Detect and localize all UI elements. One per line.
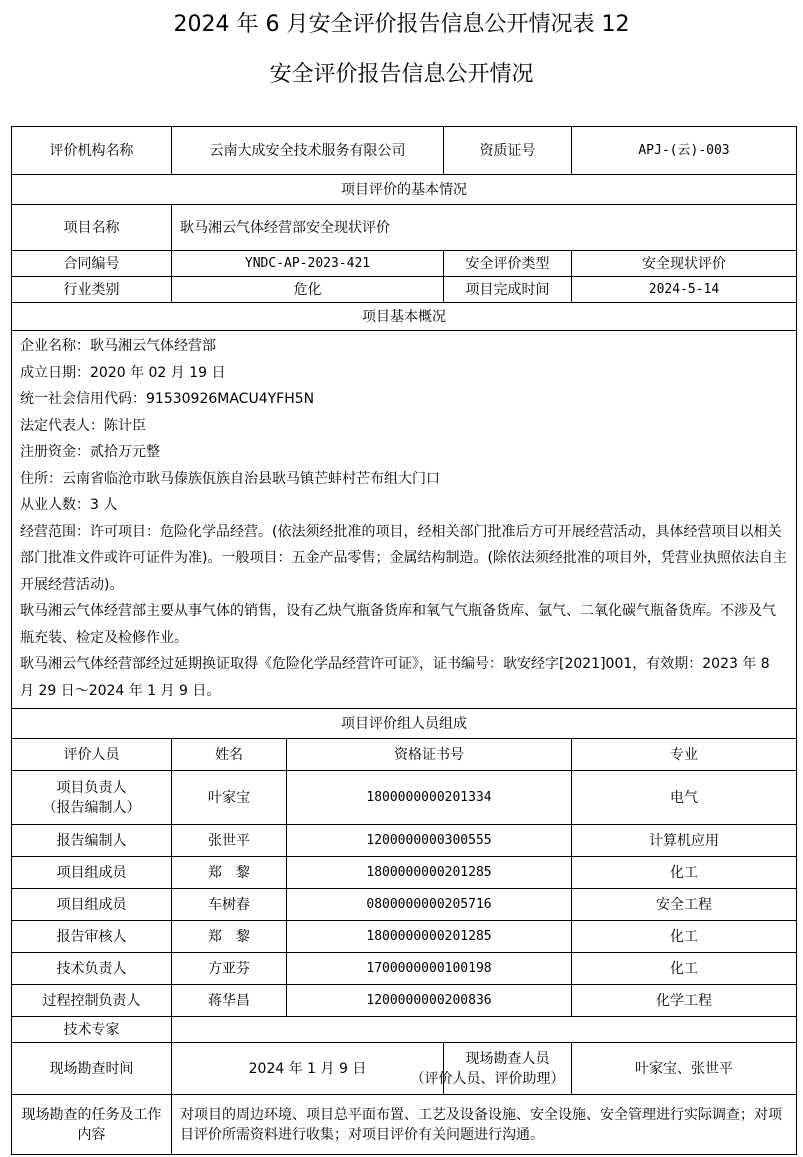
role-cell: 报告审核人 [12,921,172,953]
team-heading: 项目评价组人员组成 [12,709,797,739]
contract-value: YNDC-AP-2023-421 [172,251,444,277]
cert-cell: 1800000000201334 [287,771,572,825]
finish-value: 2024-5-14 [572,277,797,303]
role-cell [12,771,172,825]
cert-value: APJ-(云)-003 [572,127,797,175]
name-cell: 叶家宝 [172,771,287,825]
page-title: 2024 年 6 月安全评价报告信息公开情况表 12 [173,12,630,37]
team-header-row [12,739,797,771]
role-subtext: （报告编制人） [42,799,141,816]
survey-staff-label-line2: （评价人员、评价助理） [410,1070,565,1087]
industry-label: 行业类别 [12,277,172,303]
overview-heading: 项目基本概况 [12,303,797,331]
contract-label: 合同编号 [12,251,172,277]
name-cell: 蒋华昌 [172,985,287,1017]
overview-line: 经营范围：许可项目：危险化学品经营。(依法须经批准的项目，经相关部门批准后方可开展经营活动，具体经营项目以相关部门批准文件或许可证件为准)。一般项目：五金产品零售；金属结构制造。(除依法须经批准的项目外，凭营业执照依法自主开展经营活动)。 [20,523,787,593]
basic-heading: 项目评价的基本情况 [12,175,797,205]
col-header-name: 姓名 [172,739,287,771]
overview-line: 注册资金：贰拾万元整 [20,444,160,460]
overview-line: 耿马湘云气体经营部主要从事气体的销售，设有乙炔气瓶备货库和氧气气瓶备货库、氩气、二氧化碳气瓶备货库。不涉及气瓶充装、检定及检修作业。 [20,603,776,646]
name-cell: 张世平 [172,825,287,857]
project-name: 耿马湘云气体经营部安全现状评价 [172,205,797,251]
major-cell: 安全工程 [572,889,797,921]
role-cell: 技术负责人 [12,953,172,985]
col-header-cert: 资格证书号 [287,739,572,771]
survey-time-value: 2024 年 1 月 9 日 [172,1043,444,1095]
role-cell: 过程控制负责人 [12,985,172,1017]
cert-cell: 1800000000201285 [287,857,572,889]
overview-line: 成立日期：2020 年 02 月 19 日 [20,364,226,381]
cert-cell: 0800000000205716 [287,889,572,921]
cert-cell: 1800000000201285 [287,921,572,953]
overview-line: 企业名称：耿马湘云气体经营部 [20,338,216,354]
eval-type-value: 安全现状评价 [572,251,797,277]
name-cell: 郑 黎 [172,857,287,889]
table-row [12,953,797,985]
expert-row [12,1017,797,1043]
table-row [12,857,797,889]
major-cell: 电气 [572,771,797,825]
finish-label: 项目完成时间 [444,277,572,303]
role-cell: 项目组成员 [12,889,172,921]
major-cell: 化工 [572,953,797,985]
survey-row [12,1043,797,1095]
cert-cell: 1700000000100198 [287,953,572,985]
org-value: 云南大成安全技术服务有限公司 [172,127,444,175]
cert-cell: 1200000000300555 [287,825,572,857]
task-value: 对项目的周边环境、项目总平面布置、工艺及设备设施、安全设施、安全管理进行实际调查；对项目评价所需资料进行收集；对项目评价有关问题进行沟通。 [172,1095,797,1155]
disclosure-table [11,126,797,1155]
col-header-major: 专业 [572,739,797,771]
org-row [12,127,797,175]
name-cell: 车树春 [172,889,287,921]
survey-staff-value: 叶家宝、张世平 [572,1043,797,1095]
project-name-label: 项目名称 [12,205,172,251]
overview-line: 耿马湘云气体经营部经过延期换证取得《危险化学品经营许可证》，证书编号：耿安经字[2021]001，有效期：2023 年 8 月 29 日～2024 年 1 月 9 日。 [20,656,770,699]
task-row [12,1095,797,1155]
overview-line: 从业人数：3 人 [20,497,118,513]
overview-line: 统一社会信用代码：91530926MACU4YFH5N [20,391,315,407]
cert-cell: 1200000000200836 [287,985,572,1017]
survey-time-label: 现场勘查时间 [12,1043,172,1095]
expert-value [172,1017,797,1043]
industry-row [12,277,797,303]
task-label: 现场勘查的任务及工作内容 [12,1095,172,1155]
table-row [12,889,797,921]
expert-label: 技术专家 [12,1017,172,1043]
table-row [12,921,797,953]
org-label: 评价机构名称 [12,127,172,175]
role-cell: 项目组成员 [12,857,172,889]
table-row [12,771,797,825]
major-cell: 计算机应用 [572,825,797,857]
contract-row [12,251,797,277]
table-row [12,825,797,857]
name-cell: 郑 黎 [172,921,287,953]
major-cell: 化工 [572,857,797,889]
survey-staff-label [410,1043,572,1095]
page-subtitle: 安全评价报告信息公开情况 [269,62,534,87]
overview-line: 法定代表人：陈计臣 [20,417,146,434]
cert-label: 资质证号 [444,127,572,175]
eval-type-label: 安全评价类型 [444,251,572,277]
industry-value: 危化 [172,277,444,303]
overview-body [12,331,797,709]
major-cell: 化工 [572,921,797,953]
name-cell: 方亚芬 [172,953,287,985]
survey-staff-label-line1: 现场勘查人员 [465,1050,550,1067]
role-cell: 报告编制人 [12,825,172,857]
major-cell: 化学工程 [572,985,797,1017]
role-text: 项目负责人 [56,779,127,796]
overview-line: 住所：云南省临沧市耿马傣族佤族自治县耿马镇芒蚌村芒布组大门口 [20,470,440,487]
col-header-role: 评价人员 [12,739,172,771]
project-name-row [12,205,797,251]
table-row [12,985,797,1017]
